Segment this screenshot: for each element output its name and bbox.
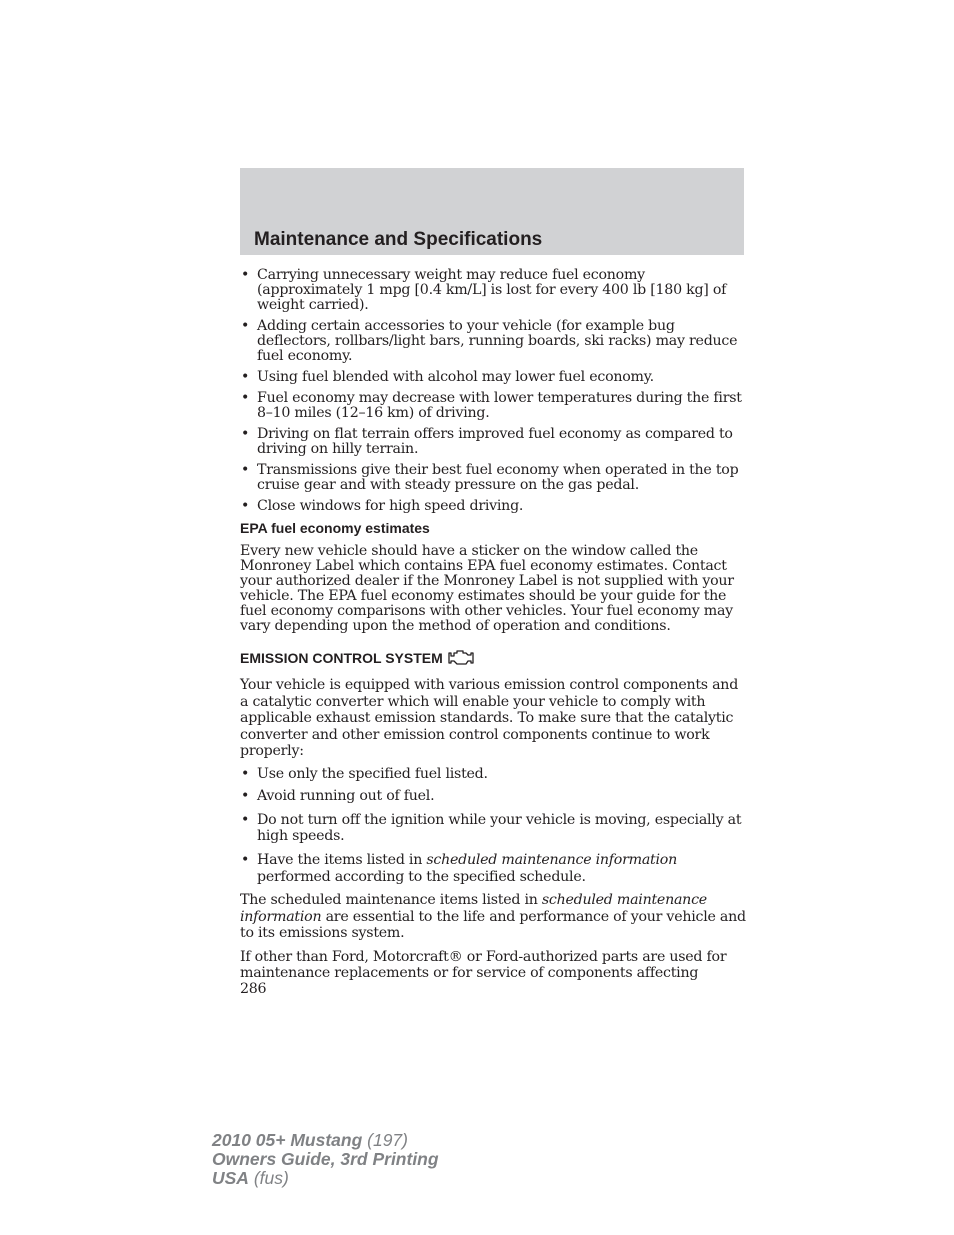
footer-line-3	[212, 1169, 439, 1188]
footer-model: 2010 05+ Mustang	[212, 1130, 363, 1150]
item-text: performed according to the specified schedule.	[257, 868, 586, 885]
fuel-economy-tips-list	[240, 268, 746, 514]
emission-heading-text: EMISSION CONTROL SYSTEM	[240, 649, 443, 666]
footer-market-code: (fus)	[248, 1168, 289, 1188]
footer-line-2	[212, 1150, 439, 1169]
list-item: • Fuel economy may decrease with lower temperatures during the first 8–10 miles (12–16 km) of driving.	[240, 391, 746, 421]
epa-heading: EPA fuel economy estimates	[240, 520, 430, 536]
footer-line-1	[212, 1131, 439, 1150]
epa-paragraph: Every new vehicle should have a sticker on the window called the Monroney Label which contains EPA fuel economy estimates. Contact your authorized dealer if the Monroney Label is not supplied with your vehicle. The EPA fuel economy estimates should be your guide for the fuel economy comparisons with other vehicles. Your fuel economy may vary depending upon the method of operation and conditions.	[240, 543, 734, 634]
footer-printing: Owners Guide, 3rd Printing	[212, 1149, 439, 1169]
list-item: • Using fuel blended with alcohol may lower fuel economy.	[240, 370, 746, 385]
list-item: • Use only the specified fuel listed.	[240, 767, 746, 782]
paragraph-text: are essential to the life and performance of your vehicle and to its emissions system.	[240, 908, 746, 941]
item-text: Have the items listed in	[257, 852, 427, 868]
emission-heading	[240, 647, 746, 669]
maintenance-paragraph	[240, 892, 746, 942]
list-item: • Close windows for high speed driving.	[240, 499, 746, 514]
list-item: • Driving on flat terrain offers improved fuel economy as compared to driving on hilly terrain.	[240, 427, 746, 457]
list-item: • Avoid running out of fuel.	[240, 789, 746, 804]
document-footer	[212, 1131, 439, 1188]
emission-intro: Your vehicle is equipped with various emission control components and a catalytic converter which will enable your vehicle to comply with applicable exhaust emission standards. To make sure that the catalytic converter and other emission control components continue to work properly:	[240, 677, 739, 759]
item-emphasis: scheduled maintenance information	[426, 852, 677, 868]
footer-model-code: (197)	[362, 1130, 408, 1150]
paragraph-emphasis: scheduled maintenance information	[240, 892, 707, 925]
section-header-band	[240, 168, 744, 255]
list-item: • Carrying unnecessary weight may reduce fuel economy (approximately 1 mpg [0.4 km/L] is lost for every 400 lb [180 kg] of weight carried).	[240, 268, 746, 313]
page-number: 286	[240, 980, 267, 997]
footer-market: USA	[212, 1168, 249, 1188]
list-item: • Transmissions give their best fuel economy when operated in the top cruise gear and with steady pressure on the gas pedal.	[240, 463, 746, 493]
list-item: • Adding certain accessories to your vehicle (for example bug deflectors, rollbars/light bars, running boards, ski racks) may reduce fuel economy.	[240, 319, 746, 364]
check-engine-icon	[446, 647, 476, 669]
paragraph-text: The scheduled maintenance items listed in	[240, 892, 542, 908]
parts-paragraph: If other than Ford, Motorcraft® or Ford-authorized parts are used for maintenance replacements or for service of components affecting	[240, 948, 727, 981]
page-content	[240, 268, 746, 997]
section-title: Maintenance and Specifications	[254, 229, 543, 250]
emission-tips-list	[240, 767, 746, 886]
list-item: • Do not turn off the ignition while your vehicle is moving, especially at high speeds.	[240, 812, 746, 845]
list-item	[240, 852, 746, 885]
